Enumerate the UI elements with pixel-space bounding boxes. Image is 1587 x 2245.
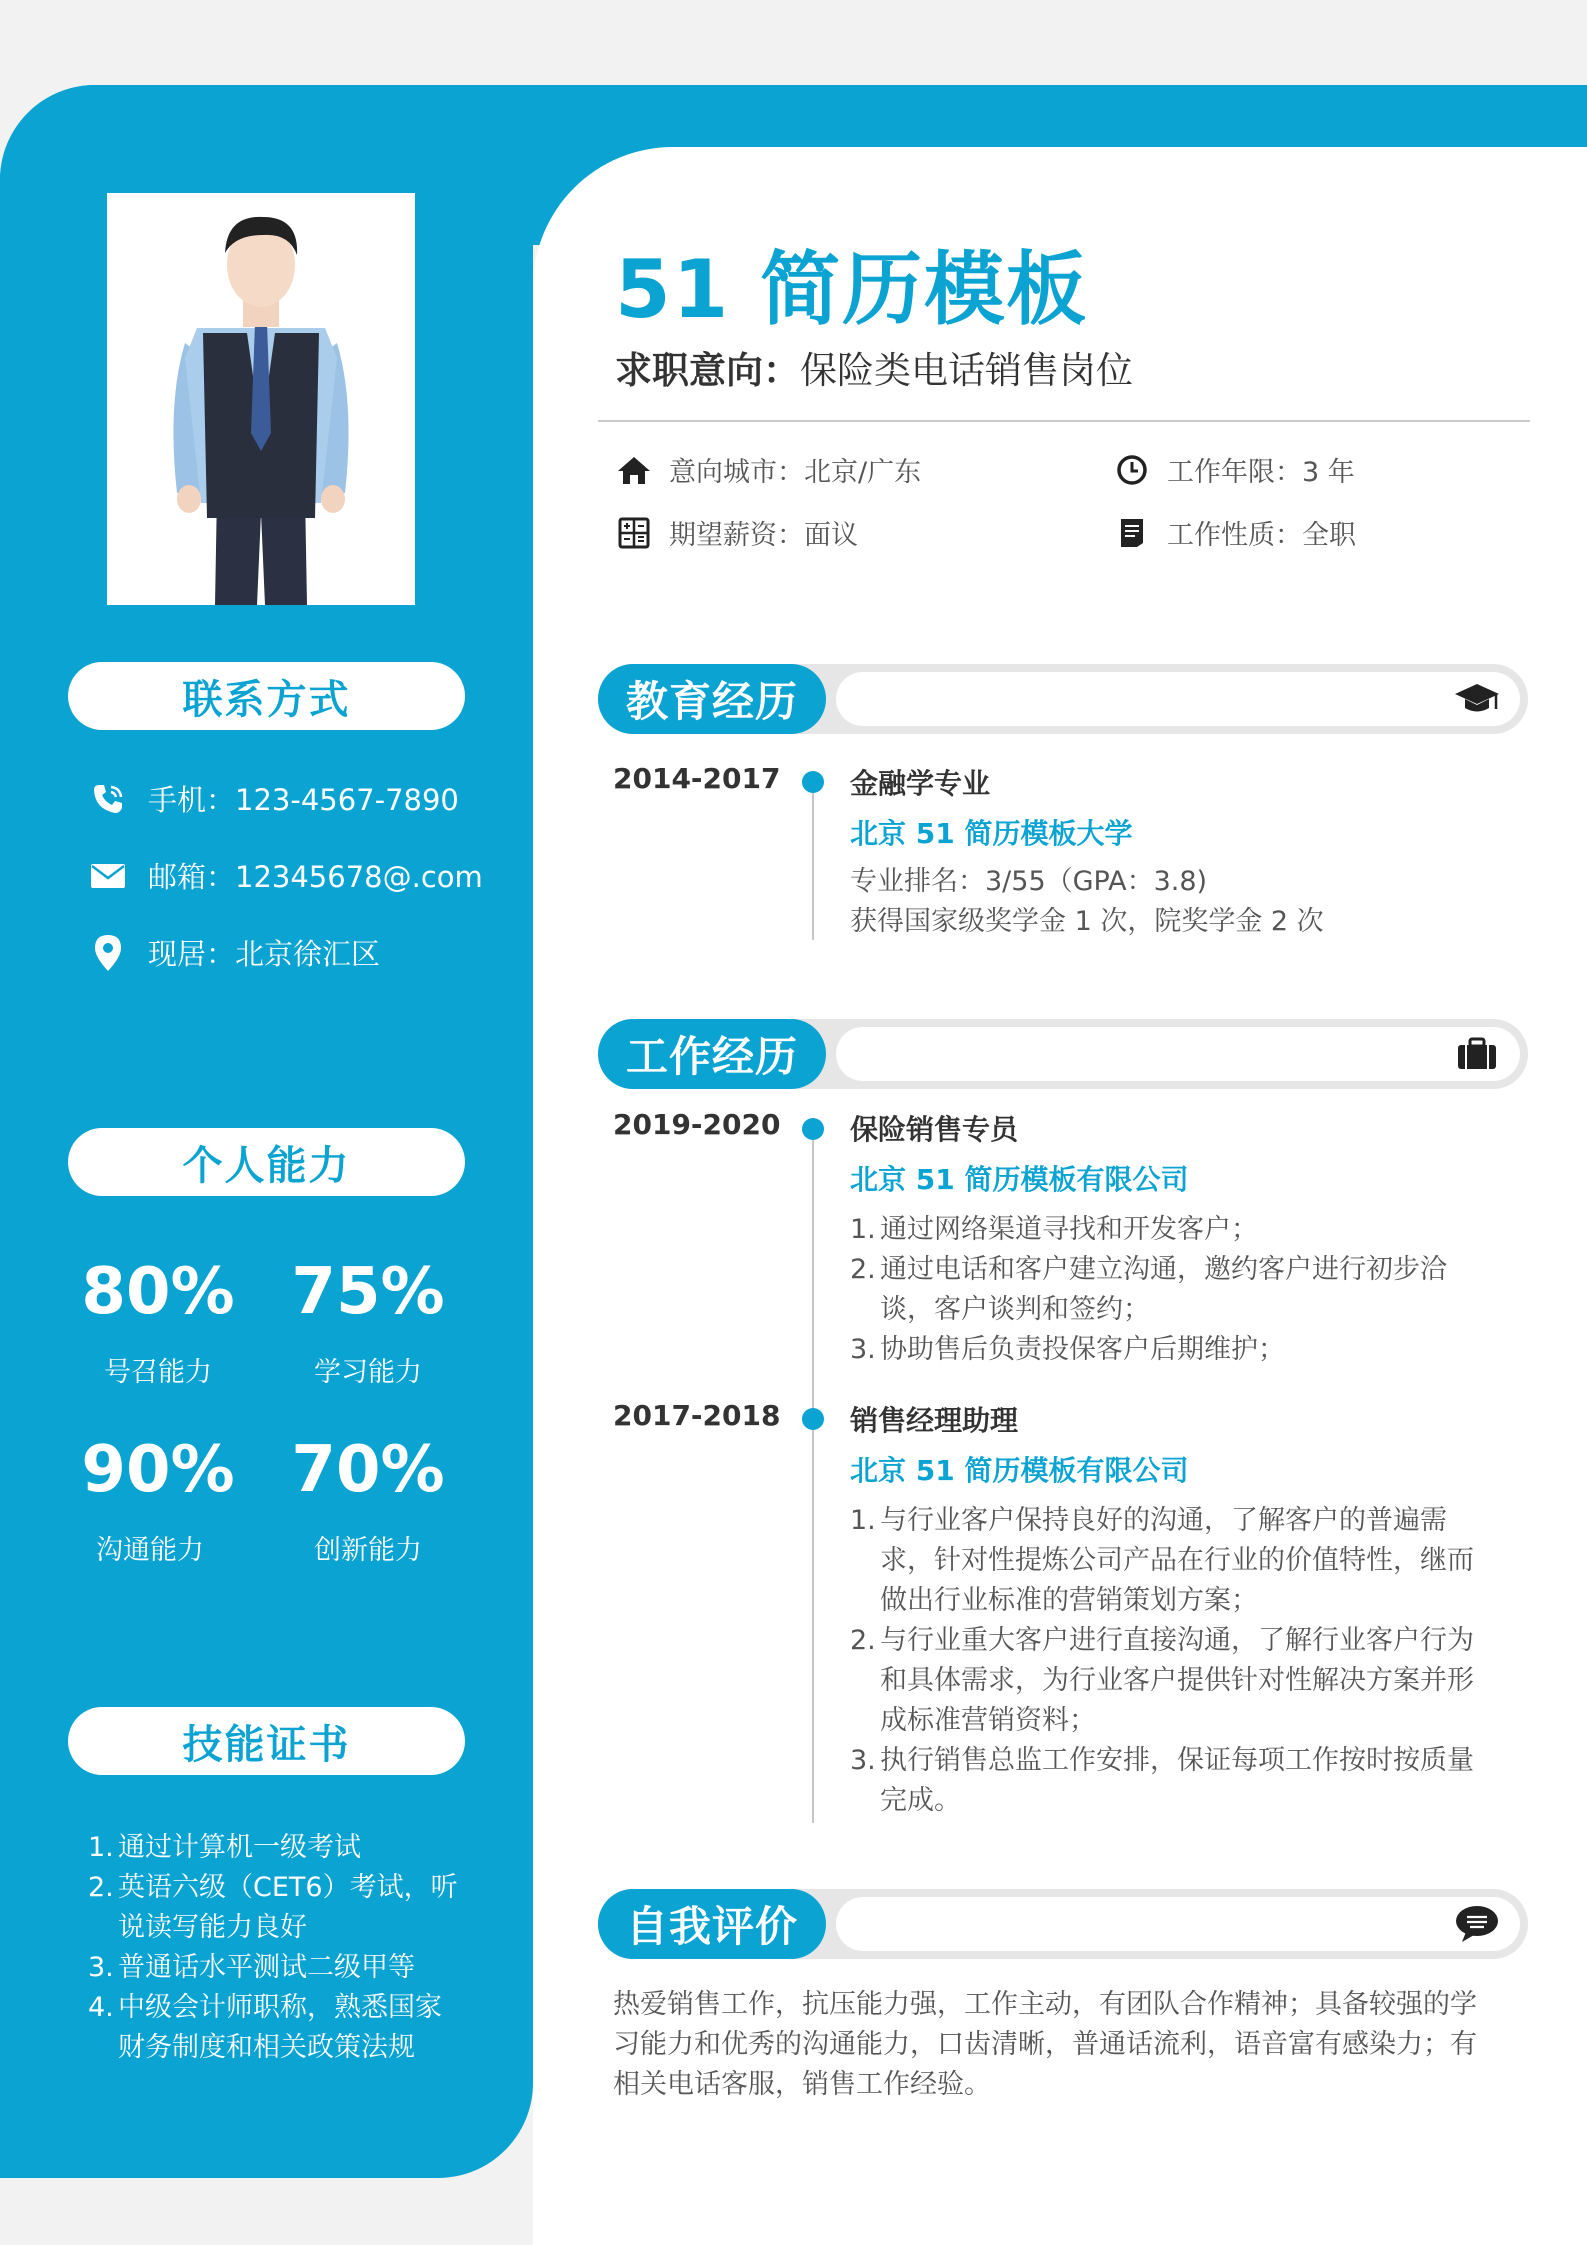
address-text: 现居：北京徐汇区 — [148, 937, 381, 971]
page-title: 51 简历模板 — [615, 243, 1089, 336]
contact-address — [88, 932, 380, 973]
info-type: 工作性质：全职 — [1113, 513, 1356, 552]
abilities-section-title: 个人能力 — [68, 1128, 465, 1196]
contact-email — [88, 855, 483, 896]
briefcase-icon — [1454, 1034, 1500, 1074]
education-period: 2014-2017 — [613, 762, 781, 795]
education-section-header — [598, 664, 1528, 734]
job-company: 北京 51 简历模板有限公司 — [850, 1163, 1189, 1196]
header-divider — [598, 420, 1530, 422]
ability-value: 70% — [291, 1433, 445, 1507]
ability-value: 90% — [81, 1433, 235, 1507]
job-duties — [850, 1210, 1480, 1370]
info-salary: 期望薪资：面议 — [615, 513, 858, 552]
job-period: 2019-2020 — [613, 1108, 781, 1141]
location-pin-icon — [88, 933, 128, 973]
job-company: 北京 51 简历模板有限公司 — [850, 1454, 1189, 1487]
work-section-title: 工作经历 — [598, 1019, 826, 1089]
home-icon — [615, 451, 653, 489]
clock-icon — [1113, 451, 1151, 489]
timeline-line — [812, 780, 814, 940]
list-item: 3. 协助售后负责投保客户后期维护； — [850, 1334, 1285, 1365]
list-item: 2. 英语六级（CET6）考试，听说读写能力良好 — [88, 1872, 458, 1943]
job-intent — [615, 340, 1133, 394]
list-item: 2. 通过电话和客户建立沟通，邀约客户进行初步洽谈，客户谈判和签约； — [850, 1254, 1447, 1325]
phone-icon — [88, 779, 128, 819]
education-awards: 获得国家级奖学金 1 次，院奖学金 2 次 — [850, 906, 1324, 937]
education-rank: 专业排名：3/55（GPA：3.8) — [850, 866, 1208, 897]
timeline-dot — [802, 771, 824, 793]
mail-icon — [88, 856, 128, 896]
self-eval-text: 热爱销售工作，抗压能力强，工作主动，有团队合作精神；具备较强的学习能力和优秀的沟通能力，口齿清晰，普通话流利，语音富有感染力；有相关电话客服，销售工作经验。 — [613, 1989, 1477, 2100]
self-eval-section-header — [598, 1889, 1528, 1959]
education-school: 北京 51 简历模板大学 — [850, 817, 1133, 850]
list-item: 4. 中级会计师职称，熟悉国家财务制度和相关政策法规 — [88, 1992, 442, 2063]
timeline-dot — [802, 1118, 824, 1140]
contact-phone — [88, 778, 459, 819]
ability-label: 创新能力 — [314, 1535, 422, 1566]
ability-label: 号召能力 — [104, 1357, 212, 1388]
info-city: 意向城市：北京/广东 — [615, 450, 921, 489]
profile-photo — [107, 193, 415, 605]
certs-section-title: 技能证书 — [68, 1707, 465, 1775]
email-text: 邮箱：12345678@.com — [148, 860, 483, 894]
job-role: 保险销售专员 — [850, 1113, 1019, 1146]
list-item: 3. 普通话水平测试二级甲等 — [88, 1952, 415, 1983]
education-section-title: 教育经历 — [598, 664, 826, 734]
timeline-line — [812, 1128, 814, 1823]
self-eval-section-title: 自我评价 — [598, 1889, 826, 1959]
job-duties — [850, 1501, 1480, 1821]
work-section-header — [598, 1019, 1528, 1089]
list-item: 3. 执行销售总监工作安排，保证每项工作按时按质量完成。 — [850, 1745, 1474, 1816]
job-role: 销售经理助理 — [850, 1404, 1019, 1437]
calculator-icon — [615, 514, 653, 552]
job-intent-label: 求职意向： — [615, 349, 800, 392]
ability-value: 75% — [291, 1255, 445, 1329]
phone-text: 手机：123-4567-7890 — [148, 783, 459, 817]
timeline-dot — [802, 1408, 824, 1430]
ability-value: 80% — [81, 1255, 235, 1329]
cert-list — [88, 1828, 468, 2068]
ability-label: 学习能力 — [314, 1357, 422, 1388]
list-item: 1. 通过网络渠道寻找和开发客户； — [850, 1214, 1258, 1245]
job-period: 2017-2018 — [613, 1399, 781, 1432]
info-years: 工作年限：3 年 — [1113, 450, 1355, 489]
list-item: 1. 与行业客户保持良好的沟通，了解客户的普遍需求，针对性提炼公司产品在行业的价值特性，继而做出行业标准的营销策划方案； — [850, 1505, 1474, 1616]
speech-bubble-icon — [1454, 1904, 1500, 1944]
graduation-cap-icon — [1454, 679, 1500, 719]
list-item: 1. 通过计算机一级考试 — [88, 1832, 361, 1863]
document-icon — [1113, 514, 1151, 552]
contact-section-title: 联系方式 — [68, 662, 465, 730]
ability-label: 沟通能力 — [96, 1535, 204, 1566]
list-item: 2. 与行业重大客户进行直接沟通，了解行业客户行为和具体需求，为行业客户提供针对性解决方案并形成标准营销资料； — [850, 1625, 1474, 1736]
education-major: 金融学专业 — [850, 767, 991, 800]
job-intent-value: 保险类电话销售岗位 — [800, 349, 1133, 392]
